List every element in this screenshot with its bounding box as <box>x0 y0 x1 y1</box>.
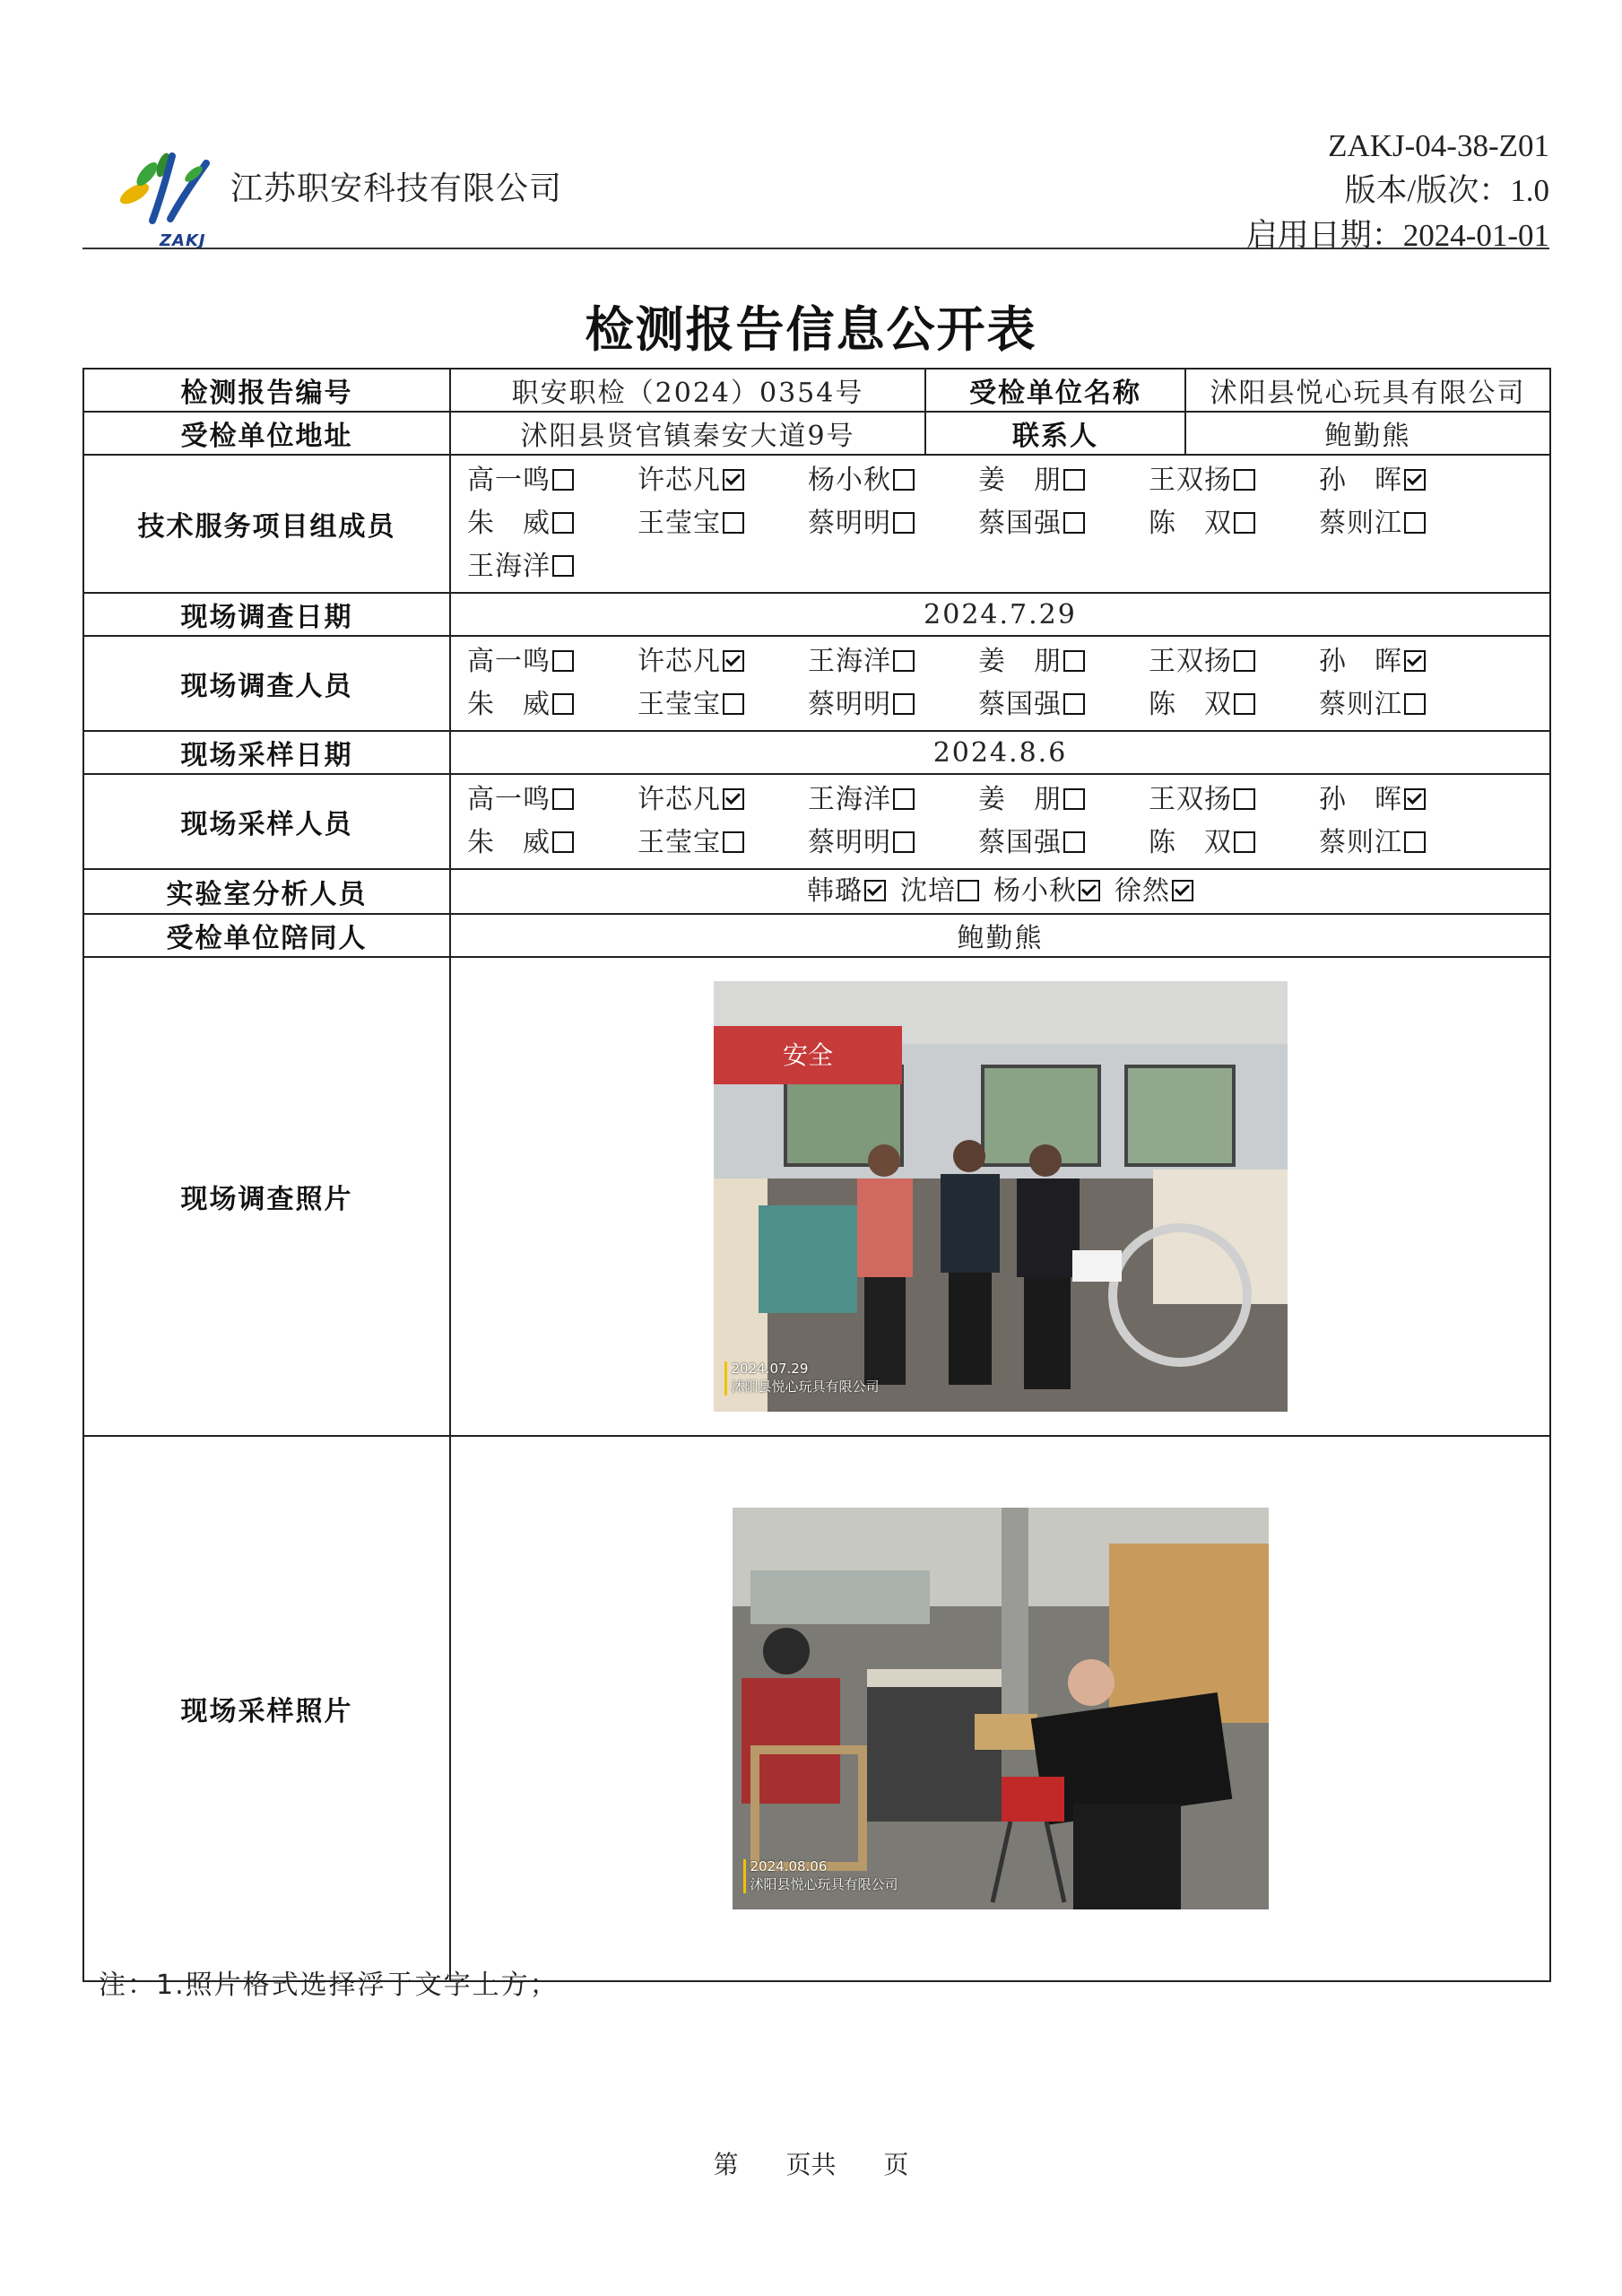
unchecked-box-icon[interactable] <box>552 512 574 534</box>
survey-staff-member <box>1149 683 1319 726</box>
team-member <box>978 502 1149 545</box>
sampling-staff-member-name: 蔡明明 <box>808 827 891 858</box>
lab-staff-member-name: 沈培 <box>900 875 956 907</box>
checked-box-icon[interactable] <box>1079 880 1100 901</box>
unchecked-box-icon[interactable] <box>893 512 915 534</box>
unchecked-box-icon[interactable] <box>552 555 574 577</box>
survey-photo-banner: 安全 <box>782 1040 833 1070</box>
checked-box-icon[interactable] <box>1404 788 1426 810</box>
team-member-name: 蔡国强 <box>978 508 1062 539</box>
team-member <box>638 502 808 545</box>
unchecked-box-icon[interactable] <box>1234 650 1255 672</box>
survey-staff-member <box>638 640 808 683</box>
sampling-staff-member-name: 姜 朋 <box>978 784 1062 815</box>
sampling-staff-member-name: 蔡国强 <box>978 827 1062 858</box>
checked-box-icon[interactable] <box>1404 650 1426 672</box>
survey-photo-label: 现场调查照片 <box>83 957 450 1436</box>
sampling-staff-member <box>1319 778 1489 822</box>
stamp-bar <box>743 1859 746 1893</box>
sampling-staff-member <box>1149 778 1319 822</box>
survey-staff-member-name: 高一鸣 <box>467 646 551 677</box>
team-member-name: 蔡明明 <box>808 508 891 539</box>
team-members <box>450 455 1550 593</box>
sampling-photo-cell <box>450 1436 1550 1981</box>
unchecked-box-icon[interactable] <box>552 469 574 491</box>
unit-name-label: 受检单位名称 <box>925 369 1185 412</box>
team-member-name: 许芯凡 <box>638 465 721 496</box>
header-divider <box>82 248 1549 249</box>
report-no-value: 职安职检（2024）0354号 <box>450 369 925 412</box>
unchecked-box-icon[interactable] <box>723 512 744 534</box>
team-member <box>1149 502 1319 545</box>
unchecked-box-icon[interactable] <box>1404 831 1426 853</box>
document-start-date: 启用日期：2024-01-01 <box>1245 218 1549 253</box>
team-member-name: 高一鸣 <box>467 465 551 496</box>
unchecked-box-icon[interactable] <box>893 788 915 810</box>
survey-staff-member <box>1319 683 1489 726</box>
survey-date-value: 2024.7.29 <box>450 593 1550 636</box>
survey-staff-member <box>1319 640 1489 683</box>
document-code: ZAKJ-04-38-Z01 <box>1328 128 1549 163</box>
unchecked-box-icon[interactable] <box>893 831 915 853</box>
sampling-staff <box>450 774 1550 869</box>
sampling-staff-member <box>808 778 978 822</box>
team-member-name: 姜 朋 <box>978 465 1062 496</box>
team-member <box>1149 459 1319 502</box>
survey-staff-member <box>467 683 638 726</box>
sampling-staff-member <box>638 822 808 865</box>
checked-box-icon[interactable] <box>1404 469 1426 491</box>
unchecked-box-icon[interactable] <box>552 831 574 853</box>
unchecked-box-icon[interactable] <box>893 469 915 491</box>
team-member <box>1319 459 1489 502</box>
sampling-staff-member-name: 蔡则江 <box>1319 827 1402 858</box>
team-member <box>467 502 638 545</box>
sampling-staff-label: 现场采样人员 <box>83 774 450 869</box>
lab-staff-member-name: 杨小秋 <box>993 875 1077 907</box>
unchecked-box-icon[interactable] <box>1234 469 1255 491</box>
address-value: 沭阳县贤官镇秦安大道9号 <box>450 412 925 455</box>
checked-box-icon[interactable] <box>864 880 886 901</box>
survey-staff-member-name: 许芯凡 <box>638 646 721 677</box>
unchecked-box-icon[interactable] <box>1063 469 1085 491</box>
team-member-name: 王双扬 <box>1149 465 1232 496</box>
contact-value: 鲍勤熊 <box>1185 412 1550 455</box>
sampling-staff-member <box>638 778 808 822</box>
sampling-staff-member <box>978 778 1149 822</box>
sampling-staff-member <box>808 822 978 865</box>
lab-staff <box>450 869 1550 914</box>
page-middle: 页共 <box>785 2150 837 2179</box>
sampling-photo <box>733 1508 1269 1909</box>
team-member-name: 孙 晖 <box>1319 465 1402 496</box>
team-member-name: 王海洋 <box>467 551 551 582</box>
company-name: 江苏职安科技有限公司 <box>230 170 563 207</box>
team-member <box>808 459 978 502</box>
unchecked-box-icon[interactable] <box>1234 693 1255 715</box>
sampling-date-label: 现场采样日期 <box>83 731 450 774</box>
unchecked-box-icon[interactable] <box>1063 512 1085 534</box>
lab-staff-member <box>1115 870 1193 913</box>
info-table <box>82 368 1551 1982</box>
checked-box-icon[interactable] <box>1172 880 1193 901</box>
survey-staff-member-name: 孙 晖 <box>1319 646 1402 677</box>
sampling-staff-member-name: 孙 晖 <box>1319 784 1402 815</box>
team-member-name: 蔡则江 <box>1319 508 1402 539</box>
survey-staff-member-name: 朱 威 <box>467 689 551 720</box>
survey-staff-member-name: 姜 朋 <box>978 646 1062 677</box>
unchecked-box-icon[interactable] <box>1404 512 1426 534</box>
survey-staff-member-name: 王莹宝 <box>638 689 721 720</box>
survey-staff <box>450 636 1550 731</box>
team-member <box>467 545 638 588</box>
page-number <box>0 2145 1622 2181</box>
lab-staff-member-name: 徐然 <box>1115 875 1170 907</box>
page-prefix: 第 <box>713 2150 739 2179</box>
document-meta <box>1246 124 1549 258</box>
unchecked-box-icon[interactable] <box>723 693 744 715</box>
logo-text: ZAKJ <box>160 231 206 250</box>
survey-staff-member-name: 陈 双 <box>1149 689 1232 720</box>
unchecked-box-icon[interactable] <box>552 788 574 810</box>
survey-photo-cell <box>450 957 1550 1436</box>
sampling-staff-member-name: 陈 双 <box>1149 827 1232 858</box>
lab-staff-member <box>900 870 979 913</box>
survey-photo-stamp-place: 沭阳县悦心玩具有限公司 <box>731 1378 880 1395</box>
escort-label: 受检单位陪同人 <box>83 914 450 957</box>
sampling-staff-member <box>467 822 638 865</box>
lab-staff-label: 实验室分析人员 <box>83 869 450 914</box>
survey-staff-member <box>808 640 978 683</box>
survey-staff-member-name: 蔡明明 <box>808 689 891 720</box>
sampling-photo-stamp-place: 沭阳县悦心玩具有限公司 <box>750 1876 898 1892</box>
sampling-staff-member <box>1149 822 1319 865</box>
escort-value: 鲍勤熊 <box>450 914 1550 957</box>
team-member <box>467 459 638 502</box>
sampling-staff-member <box>1319 822 1489 865</box>
company-logo-icon <box>108 138 215 228</box>
sampling-staff-member <box>467 778 638 822</box>
unchecked-box-icon[interactable] <box>1063 788 1085 810</box>
lab-staff-member <box>807 870 886 913</box>
sampling-staff-member-name: 高一鸣 <box>467 784 551 815</box>
unchecked-box-icon[interactable] <box>723 831 744 853</box>
team-label: 技术服务项目组成员 <box>83 455 450 593</box>
unchecked-box-icon[interactable] <box>893 650 915 672</box>
team-member-name: 朱 威 <box>467 508 551 539</box>
unchecked-box-icon[interactable] <box>958 880 979 901</box>
sampling-staff-member-name: 王海洋 <box>808 784 891 815</box>
survey-staff-member-name: 王海洋 <box>808 646 891 677</box>
survey-date-label: 现场调查日期 <box>83 593 450 636</box>
team-member <box>978 459 1149 502</box>
team-member-name: 王莹宝 <box>638 508 721 539</box>
team-member-name: 陈 双 <box>1149 508 1232 539</box>
team-member-name: 杨小秋 <box>808 465 891 496</box>
team-member <box>1319 502 1489 545</box>
survey-staff-member <box>978 683 1149 726</box>
footnote: 注：1.照片格式选择浮于文字上方； <box>99 1970 559 2001</box>
team-member <box>808 502 978 545</box>
team-member <box>638 459 808 502</box>
survey-photo-stamp <box>732 1360 880 1396</box>
survey-staff-member-name: 王双扬 <box>1149 646 1232 677</box>
unchecked-box-icon[interactable] <box>1063 650 1085 672</box>
survey-staff-member <box>978 640 1149 683</box>
unit-name-value: 沭阳县悦心玩具有限公司 <box>1185 369 1550 412</box>
checked-box-icon[interactable] <box>723 788 744 810</box>
unchecked-box-icon[interactable] <box>1404 693 1426 715</box>
page-title: 检测报告信息公开表 <box>585 301 1037 358</box>
sampling-staff-member-name: 王双扬 <box>1149 784 1232 815</box>
unchecked-box-icon[interactable] <box>1063 693 1085 715</box>
unchecked-box-icon[interactable] <box>1234 831 1255 853</box>
lab-staff-member-name: 韩璐 <box>807 875 863 907</box>
unchecked-box-icon[interactable] <box>1063 831 1085 853</box>
unchecked-box-icon[interactable] <box>893 693 915 715</box>
sampling-photo-label: 现场采样照片 <box>83 1436 450 1981</box>
survey-staff-member <box>808 683 978 726</box>
sampling-photo-stamp <box>750 1857 898 1893</box>
page-suffix: 页 <box>883 2150 909 2179</box>
unchecked-box-icon[interactable] <box>552 650 574 672</box>
survey-staff-member <box>467 640 638 683</box>
unchecked-box-icon[interactable] <box>1234 788 1255 810</box>
address-label: 受检单位地址 <box>83 412 450 455</box>
document-header <box>82 117 1549 251</box>
survey-staff-member-name: 蔡国强 <box>978 689 1062 720</box>
survey-staff-member <box>638 683 808 726</box>
survey-photo-stamp-date: 2024.07.29 <box>731 1361 809 1377</box>
sampling-photo-stamp-date: 2024.08.06 <box>750 1858 828 1874</box>
report-no-label: 检测报告编号 <box>83 369 450 412</box>
document-version: 版本/版次：1.0 <box>1344 173 1549 208</box>
survey-staff-member <box>1149 640 1319 683</box>
unchecked-box-icon[interactable] <box>552 693 574 715</box>
checked-box-icon[interactable] <box>723 469 744 491</box>
lab-staff-member <box>993 870 1100 913</box>
checked-box-icon[interactable] <box>723 650 744 672</box>
survey-staff-label: 现场调查人员 <box>83 636 450 731</box>
sampling-staff-member <box>978 822 1149 865</box>
survey-staff-member-name: 蔡则江 <box>1319 689 1402 720</box>
stamp-bar <box>724 1361 727 1396</box>
sampling-date-value: 2024.8.6 <box>450 731 1550 774</box>
sampling-staff-member-name: 朱 威 <box>467 827 551 858</box>
sampling-staff-member-name: 王莹宝 <box>638 827 721 858</box>
survey-photo <box>714 981 1288 1412</box>
contact-label: 联系人 <box>925 412 1185 455</box>
sampling-staff-member-name: 许芯凡 <box>638 784 721 815</box>
unchecked-box-icon[interactable] <box>1234 512 1255 534</box>
